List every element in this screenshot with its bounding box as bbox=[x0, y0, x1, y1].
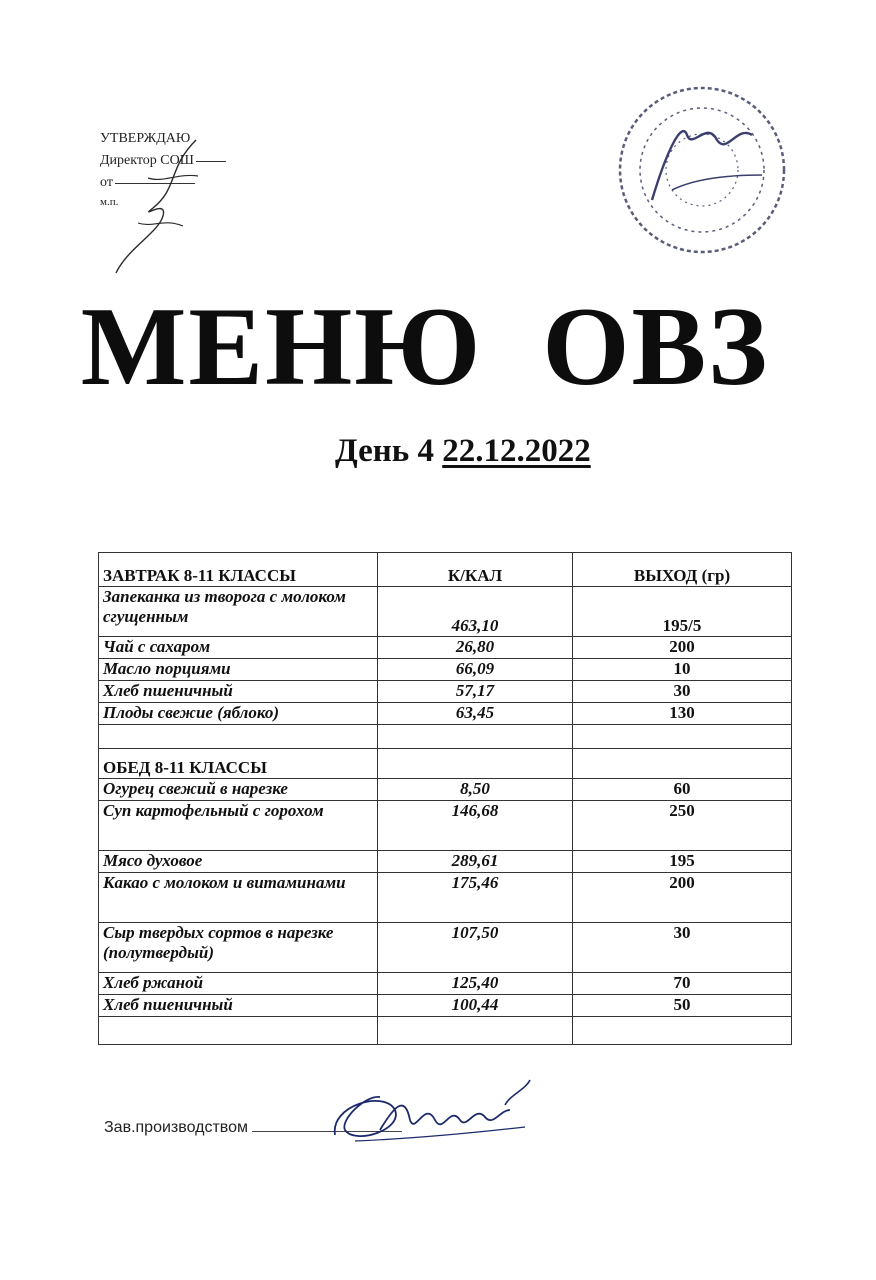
dish-output: 200 bbox=[573, 873, 792, 923]
day-heading bbox=[335, 433, 591, 470]
table-row bbox=[99, 973, 792, 995]
dish-name: Масло порциями bbox=[99, 659, 378, 681]
table-row bbox=[99, 801, 792, 851]
approval-seal-place: м.п. bbox=[100, 196, 119, 208]
table-row bbox=[99, 703, 792, 725]
table-row bbox=[99, 995, 792, 1017]
table-row bbox=[99, 873, 792, 923]
dish-output: 250 bbox=[573, 801, 792, 851]
dish-output: 130 bbox=[573, 703, 792, 725]
table-row bbox=[99, 587, 792, 637]
dish-output: 195 bbox=[573, 851, 792, 873]
table-row bbox=[99, 923, 792, 973]
dish-name: Чай с сахаром bbox=[99, 637, 378, 659]
dish-output: 60 bbox=[573, 779, 792, 801]
table-row bbox=[99, 851, 792, 873]
dish-kcal: 146,68 bbox=[378, 801, 573, 851]
dish-kcal: 463,10 bbox=[378, 587, 573, 637]
dish-output: 10 bbox=[573, 659, 792, 681]
dish-name: Огурец свежий в нарезке bbox=[99, 779, 378, 801]
dish-kcal: 175,46 bbox=[378, 873, 573, 923]
header-output: ВЫХОД (гр) bbox=[573, 553, 792, 587]
table-row bbox=[99, 779, 792, 801]
dish-kcal: 125,40 bbox=[378, 973, 573, 995]
page-title: МЕНЮ ОВЗ bbox=[80, 285, 770, 409]
dish-name: Хлеб пшеничный bbox=[99, 681, 378, 703]
dish-kcal: 63,45 bbox=[378, 703, 573, 725]
header-kcal: К/КАЛ bbox=[378, 553, 573, 587]
table-header-row bbox=[99, 553, 792, 587]
header-meal: ЗАВТРАК 8-11 КЛАССЫ bbox=[99, 553, 378, 587]
production-head-label: Зав.производством bbox=[104, 1119, 248, 1136]
table-row-section bbox=[99, 749, 792, 779]
dish-name: Запеканка из творога с молоком сгущенным bbox=[99, 587, 378, 637]
dish-kcal: 66,09 bbox=[378, 659, 573, 681]
dish-output: 30 bbox=[573, 923, 792, 973]
day-label: День 4 bbox=[335, 433, 434, 469]
dish-kcal: 100,44 bbox=[378, 995, 573, 1017]
dish-kcal: 26,80 bbox=[378, 637, 573, 659]
dish-name: Сыр твердых сортов в нарезке (полутвердый) bbox=[99, 923, 378, 973]
lunch-header: ОБЕД 8-11 КЛАССЫ bbox=[99, 749, 378, 779]
dish-output: 50 bbox=[573, 995, 792, 1017]
dish-name: Хлеб ржаной bbox=[99, 973, 378, 995]
dish-kcal: 289,61 bbox=[378, 851, 573, 873]
approval-from: от bbox=[100, 172, 226, 194]
dish-name: Хлеб пшеничный bbox=[99, 995, 378, 1017]
dish-name: Суп картофельный с горохом bbox=[99, 801, 378, 851]
dish-name: Какао с молоком и витаминами bbox=[99, 873, 378, 923]
dish-kcal: 107,50 bbox=[378, 923, 573, 973]
dish-output: 70 bbox=[573, 973, 792, 995]
dish-kcal: 8,50 bbox=[378, 779, 573, 801]
approval-director: Директор СОШ bbox=[100, 150, 226, 172]
day-date: 22.12.2022 bbox=[442, 433, 591, 469]
dish-kcal: 57,17 bbox=[378, 681, 573, 703]
dish-name: Мясо духовое bbox=[99, 851, 378, 873]
table-row-empty bbox=[99, 725, 792, 749]
dish-output: 30 bbox=[573, 681, 792, 703]
menu-table bbox=[98, 552, 792, 1045]
table-row-empty bbox=[99, 1017, 792, 1045]
dish-output: 200 bbox=[573, 637, 792, 659]
table-row bbox=[99, 659, 792, 681]
table-row bbox=[99, 637, 792, 659]
director-signature-icon bbox=[108, 138, 208, 278]
production-head-signature-icon bbox=[325, 1075, 535, 1165]
round-stamp-icon bbox=[612, 80, 792, 260]
dish-name: Плоды свежие (яблоко) bbox=[99, 703, 378, 725]
table-row bbox=[99, 681, 792, 703]
dish-output: 195/5 bbox=[573, 587, 792, 637]
approval-heading: УТВЕРЖДАЮ bbox=[100, 131, 191, 146]
